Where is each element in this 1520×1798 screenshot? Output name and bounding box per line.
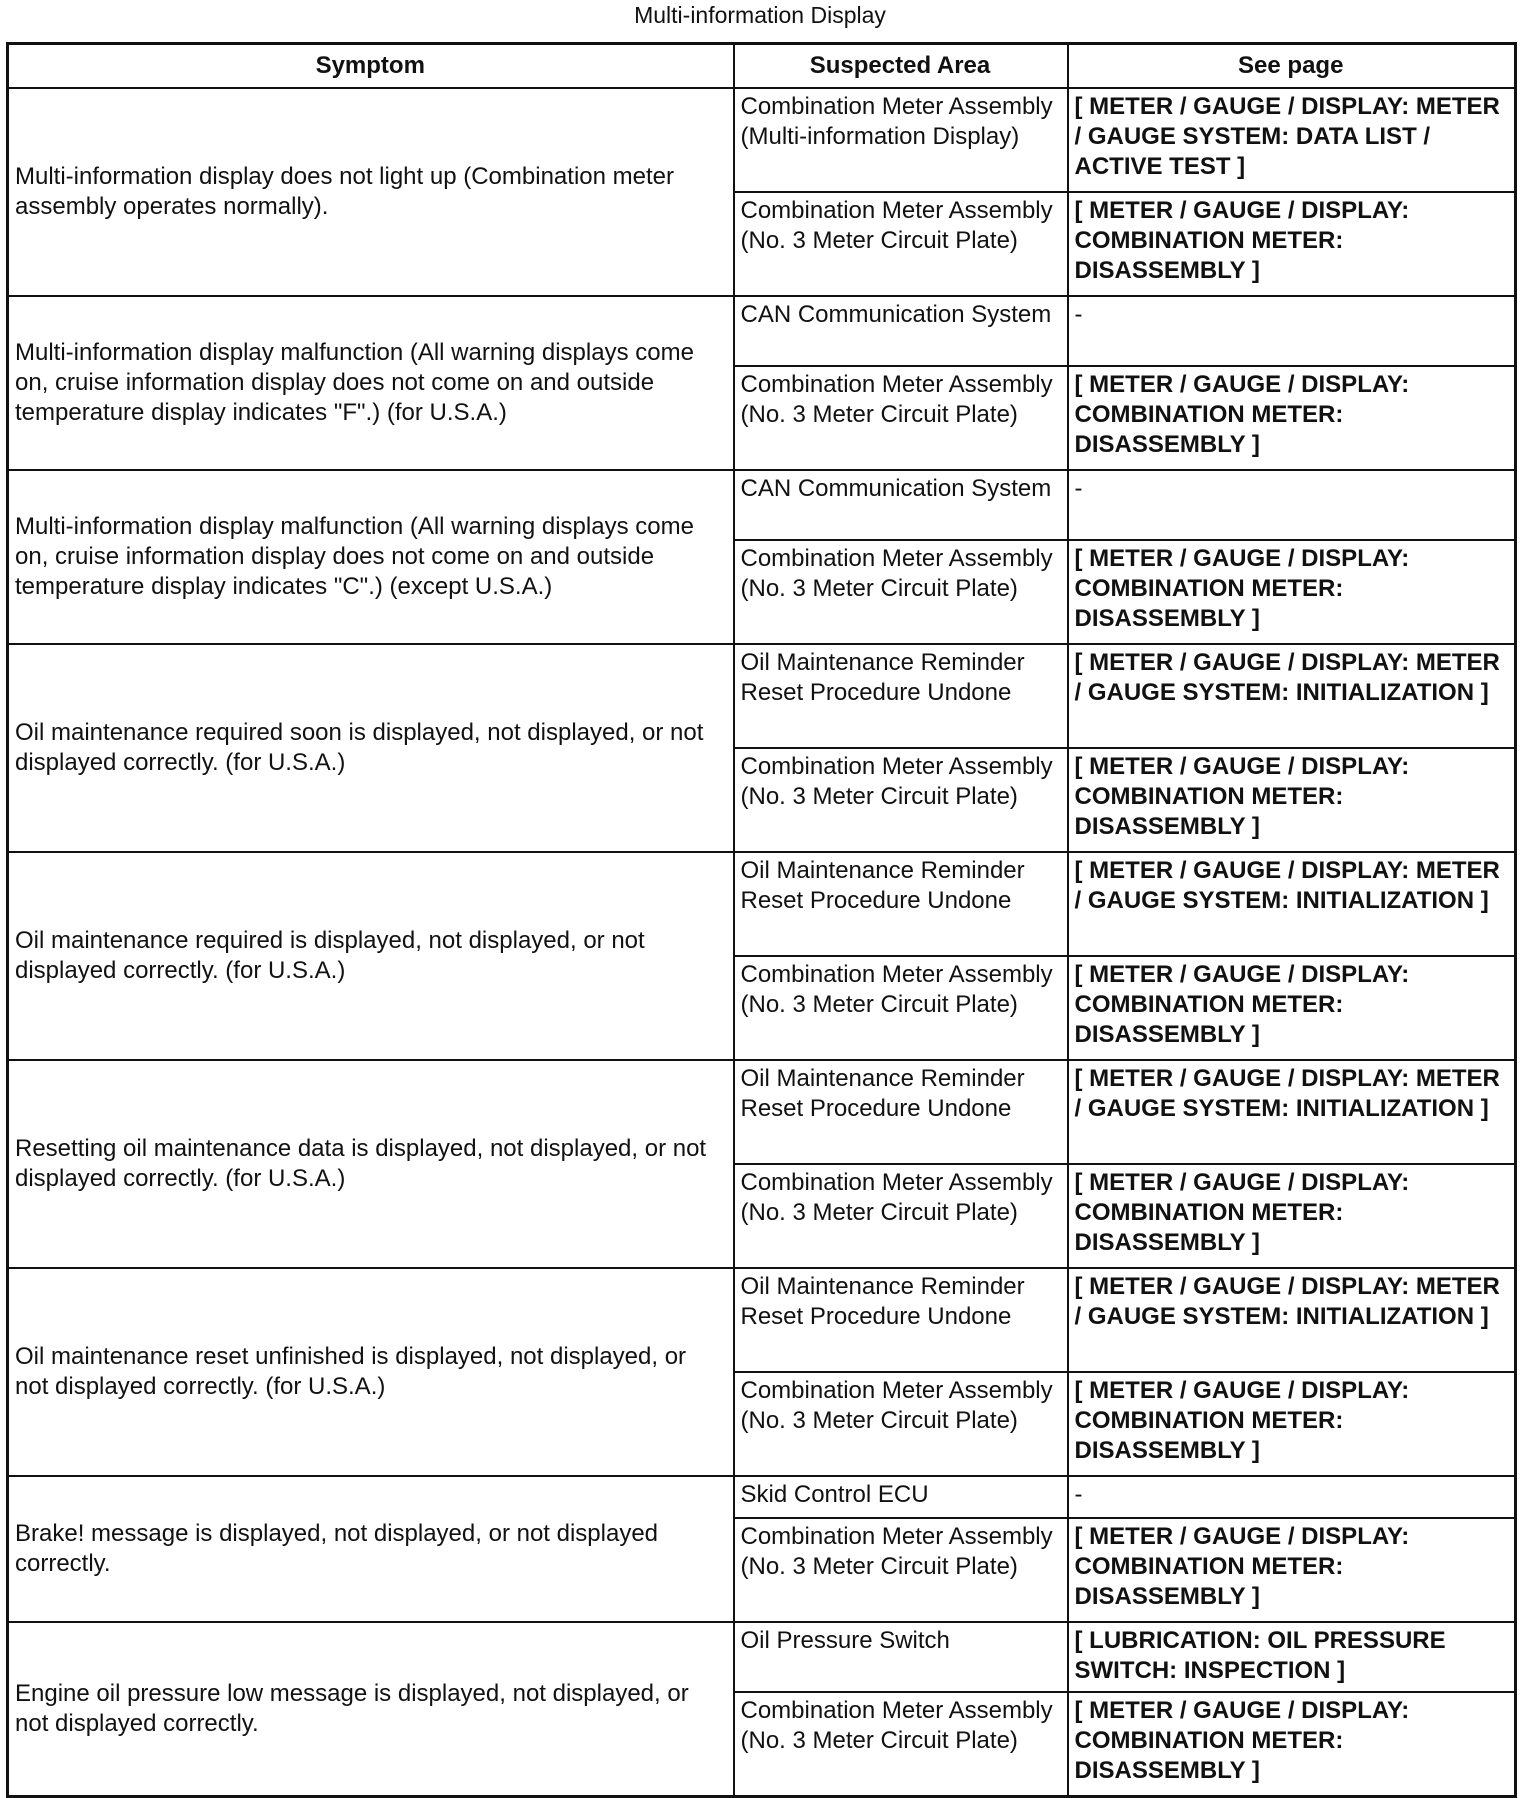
suspected-area-cell: Combination Meter Assembly (No. 3 Meter Circuit Plate) [734,1164,1068,1268]
suspected-area-cell: Combination Meter Assembly (No. 3 Meter Circuit Plate) [734,748,1068,852]
suspected-area-cell: Combination Meter Assembly (No. 3 Meter Circuit Plate) [734,1518,1068,1622]
suspected-area-cell: Combination Meter Assembly (No. 3 Meter Circuit Plate) [734,540,1068,644]
table-row [8,1060,1516,1164]
symptom-cell: Multi-information display malfunction (All warning displays come on, cruise information display does not come on and outside temperature display indicates "C".) (except U.S.A.) [8,470,734,644]
table-row [8,88,1516,192]
symptom-cell: Oil maintenance reset unfinished is displayed, not displayed, or not displayed correctly. (for U.S.A.) [8,1268,734,1476]
see-page-cell: [ METER / GAUGE / DISPLAY: COMBINATION METER: DISASSEMBLY ] [1068,748,1516,852]
header-symptom: Symptom [8,44,734,89]
see-page-cell: [ METER / GAUGE / DISPLAY: METER / GAUGE SYSTEM: INITIALIZATION ] [1068,1268,1516,1372]
see-page-cell: [ METER / GAUGE / DISPLAY: COMBINATION METER: DISASSEMBLY ] [1068,366,1516,470]
symptom-cell: Oil maintenance required is displayed, not displayed, or not displayed correctly. (for U.S.A.) [8,852,734,1060]
suspected-area-cell: Combination Meter Assembly (No. 3 Meter Circuit Plate) [734,956,1068,1060]
table-caption: Multi-information Display [634,2,886,28]
header-see-page: See page [1068,44,1516,89]
symptom-cell: Oil maintenance required soon is displayed, not displayed, or not displayed correctly. (for U.S.A.) [8,644,734,852]
suspected-area-cell: Combination Meter Assembly (No. 3 Meter Circuit Plate) [734,366,1068,470]
see-page-cell: - [1068,296,1516,366]
symptom-cell: Multi-information display does not light up (Combination meter assembly operates normally). [8,88,734,296]
table-row [8,470,1516,540]
suspected-area-cell: Combination Meter Assembly (No. 3 Meter Circuit Plate) [734,192,1068,296]
table-header-row [8,44,1516,89]
see-page-cell: [ METER / GAUGE / DISPLAY: COMBINATION METER: DISASSEMBLY ] [1068,1518,1516,1622]
table-row [8,644,1516,748]
header-suspected-area: Suspected Area [734,44,1068,89]
see-page-cell: [ LUBRICATION: OIL PRESSURE SWITCH: INSPECTION ] [1068,1622,1516,1692]
see-page-cell: - [1068,470,1516,540]
see-page-cell: [ METER / GAUGE / DISPLAY: COMBINATION METER: DISASSEMBLY ] [1068,1372,1516,1476]
table-row [8,1268,1516,1372]
suspected-area-cell: Oil Maintenance Reminder Reset Procedure Undone [734,1268,1068,1372]
see-page-cell: [ METER / GAUGE / DISPLAY: METER / GAUGE SYSTEM: DATA LIST / ACTIVE TEST ] [1068,88,1516,192]
see-page-cell: [ METER / GAUGE / DISPLAY: COMBINATION METER: DISASSEMBLY ] [1068,540,1516,644]
see-page-cell: [ METER / GAUGE / DISPLAY: METER / GAUGE SYSTEM: INITIALIZATION ] [1068,1060,1516,1164]
suspected-area-cell: Oil Maintenance Reminder Reset Procedure Undone [734,1060,1068,1164]
see-page-cell: [ METER / GAUGE / DISPLAY: COMBINATION METER: DISASSEMBLY ] [1068,956,1516,1060]
suspected-area-cell: Skid Control ECU [734,1476,1068,1518]
suspected-area-cell: Combination Meter Assembly (No. 3 Meter Circuit Plate) [734,1692,1068,1797]
symptom-cell: Resetting oil maintenance data is displayed, not displayed, or not displayed correctly. (for U.S.A.) [8,1060,734,1268]
symptom-cell: Engine oil pressure low message is displayed, not displayed, or not displayed correctly. [8,1622,734,1797]
see-page-cell: - [1068,1476,1516,1518]
table-row [8,852,1516,956]
symptom-cell: Multi-information display malfunction (All warning displays come on, cruise information display does not come on and outside temperature display indicates "F".) (for U.S.A.) [8,296,734,470]
table-row [8,1622,1516,1692]
symptom-table [6,42,1517,1798]
suspected-area-cell: CAN Communication System [734,470,1068,540]
suspected-area-cell: Combination Meter Assembly (Multi-information Display) [734,88,1068,192]
suspected-area-cell: Oil Pressure Switch [734,1622,1068,1692]
see-page-cell: [ METER / GAUGE / DISPLAY: COMBINATION METER: DISASSEMBLY ] [1068,1164,1516,1268]
see-page-cell: [ METER / GAUGE / DISPLAY: METER / GAUGE SYSTEM: INITIALIZATION ] [1068,852,1516,956]
table-row [8,296,1516,366]
suspected-area-cell: Oil Maintenance Reminder Reset Procedure Undone [734,644,1068,748]
suspected-area-cell: Combination Meter Assembly (No. 3 Meter Circuit Plate) [734,1372,1068,1476]
see-page-cell: [ METER / GAUGE / DISPLAY: COMBINATION METER: DISASSEMBLY ] [1068,192,1516,296]
symptom-cell: Brake! message is displayed, not displayed, or not displayed correctly. [8,1476,734,1622]
table-row [8,1476,1516,1518]
see-page-cell: [ METER / GAUGE / DISPLAY: COMBINATION METER: DISASSEMBLY ] [1068,1692,1516,1797]
see-page-cell: [ METER / GAUGE / DISPLAY: METER / GAUGE SYSTEM: INITIALIZATION ] [1068,644,1516,748]
suspected-area-cell: Oil Maintenance Reminder Reset Procedure Undone [734,852,1068,956]
suspected-area-cell: CAN Communication System [734,296,1068,366]
